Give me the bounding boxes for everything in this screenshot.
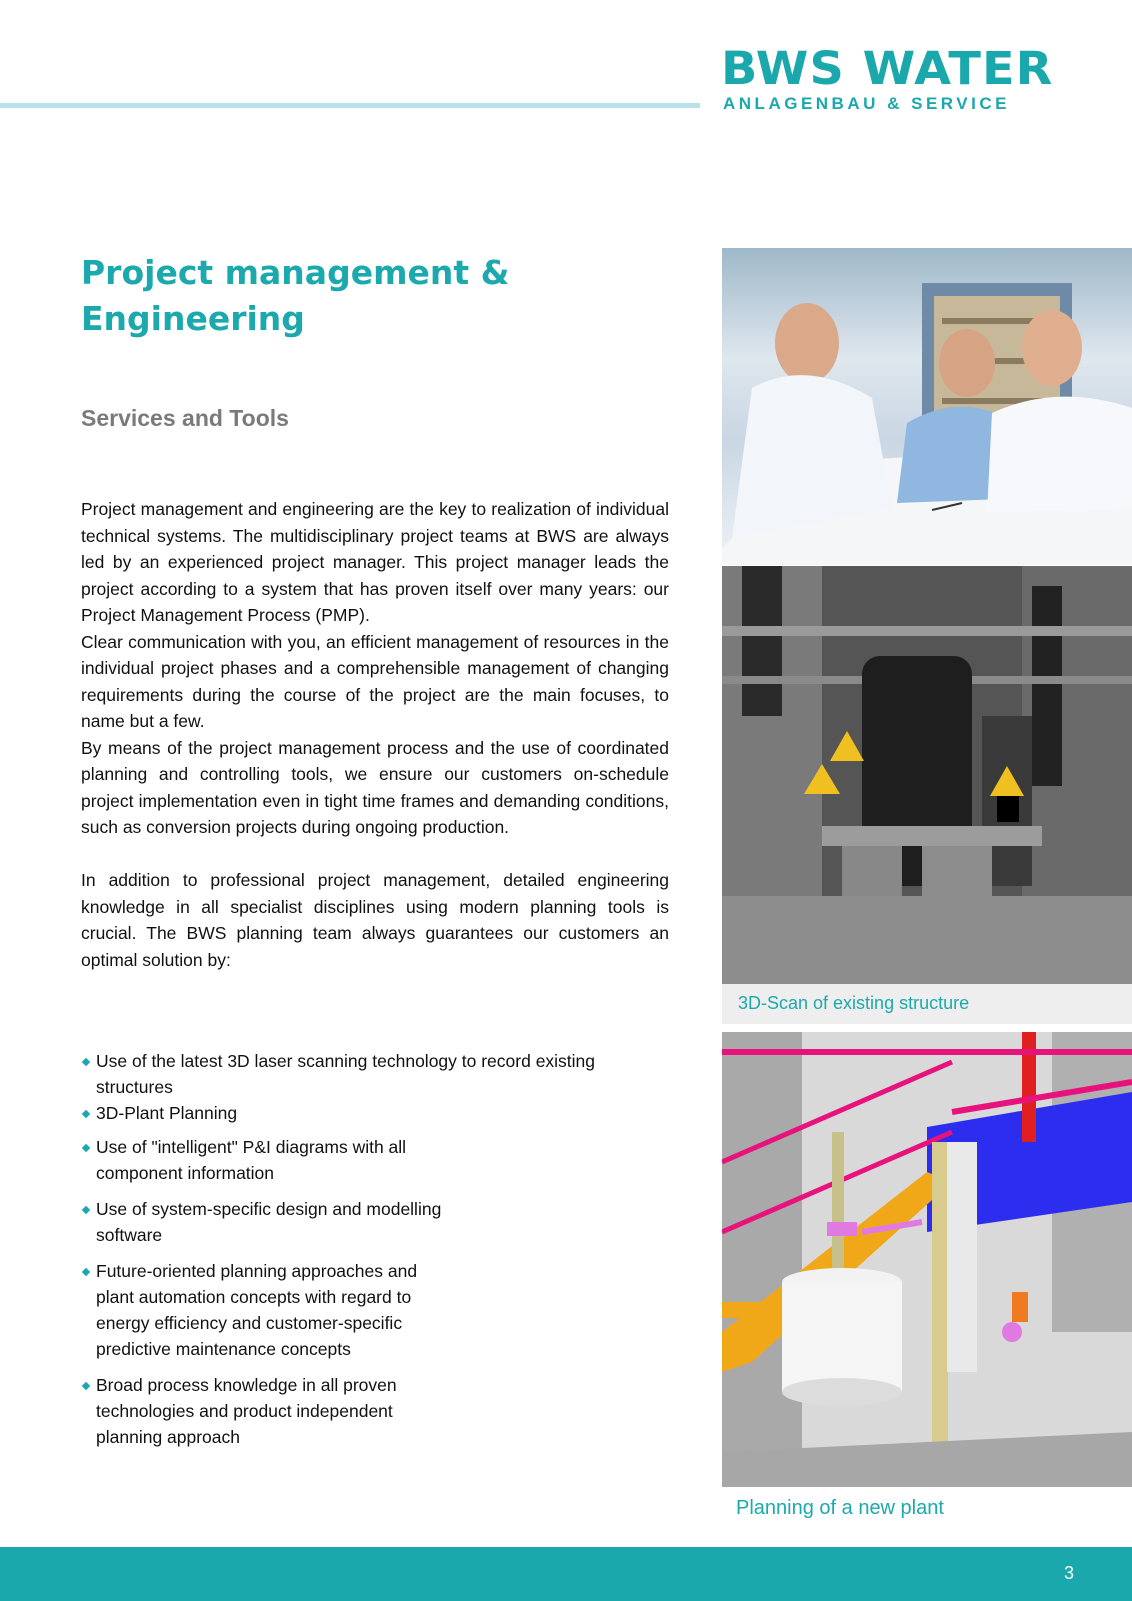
diamond-bullet-icon bbox=[82, 1058, 90, 1066]
list-item-line: planning approach bbox=[96, 1427, 241, 1447]
paragraph-2: Clear communication with you, an efficient management of resources in the individual project phases and a comprehensible management of changing requirements during the course of the project are the main focuses, to name but a few. bbox=[81, 631, 669, 731]
diamond-bullet-icon bbox=[82, 1206, 90, 1214]
list-item-line: 3D-Plant Planning bbox=[96, 1103, 238, 1123]
paragraph-4: In addition to professional project management, detailed engineering knowledge in all specialist disciplines using modern planning tools is crucial. The BWS planning team always guarantees our customers an optimal solution by: bbox=[81, 870, 669, 970]
bws-water-logo bbox=[721, 42, 1081, 113]
list-item-line: structures bbox=[96, 1077, 173, 1097]
plan-caption: Planning of a new plant bbox=[736, 1497, 944, 1519]
list-item-line: Broad process knowledge in all proven bbox=[96, 1375, 397, 1395]
list-item bbox=[81, 1196, 671, 1248]
team-meeting-photo bbox=[722, 248, 1132, 565]
paragraph-3: By means of the project management process and the use of coordinated planning and controlling tools, we ensure our customers on-schedule project implementation even in tight time frames and demanding conditions, such as conversion projects during ongoing production. bbox=[81, 737, 669, 837]
list-item-line: predictive maintenance concepts bbox=[96, 1339, 351, 1359]
diamond-bullet-icon bbox=[82, 1268, 90, 1276]
list-item-line: Use of "intelligent" P&I diagrams with all bbox=[96, 1137, 407, 1157]
list-item-line: Use of the latest 3D laser scanning technology to record existing bbox=[96, 1051, 596, 1071]
3d-scan-image bbox=[722, 566, 1132, 984]
paragraph-gap bbox=[81, 841, 669, 868]
list-item bbox=[81, 1258, 671, 1362]
list-item-line: energy efficiency and customer-specific bbox=[96, 1313, 403, 1333]
logo-tagline: ANLAGENBAU & SERVICE bbox=[723, 94, 1010, 113]
plant-planning-image bbox=[722, 1032, 1132, 1487]
page-number: 3 bbox=[1063, 1563, 1074, 1583]
page-title: Project management & Engineering bbox=[81, 253, 510, 338]
list-item-line: technologies and product independent bbox=[96, 1401, 393, 1421]
list-item-line: component information bbox=[96, 1163, 275, 1183]
list-item-line: Use of system-specific design and modelling bbox=[96, 1199, 442, 1219]
scan-caption: 3D-Scan of existing structure bbox=[738, 993, 970, 1013]
page-subtitle: Services and Tools bbox=[81, 405, 289, 431]
list-item-line: plant automation concepts with regard to bbox=[96, 1287, 412, 1307]
footer-bar bbox=[0, 1547, 1132, 1601]
header-rule bbox=[0, 103, 700, 108]
logo-wordmark: BWS WATER bbox=[721, 42, 1054, 95]
list-item bbox=[81, 1134, 671, 1186]
diamond-bullet-icon bbox=[82, 1382, 90, 1390]
list-item-line: Future-oriented planning approaches and bbox=[96, 1261, 418, 1281]
list-item-line: software bbox=[96, 1225, 163, 1245]
paragraph-1: Project management and engineering are the key to realization of individual technical systems. The multidisciplinary project teams at BWS are always led by an experienced project manager. This project manager leads the project according to a system that has proven itself over many years: our Project Management Process (PMP). bbox=[81, 499, 669, 625]
feature-list bbox=[81, 1048, 671, 1450]
list-item bbox=[81, 1100, 671, 1126]
list-item bbox=[81, 1048, 671, 1100]
body-text bbox=[81, 496, 669, 973]
list-item bbox=[81, 1372, 671, 1450]
diamond-bullet-icon bbox=[82, 1110, 90, 1118]
diamond-bullet-icon bbox=[82, 1144, 90, 1152]
